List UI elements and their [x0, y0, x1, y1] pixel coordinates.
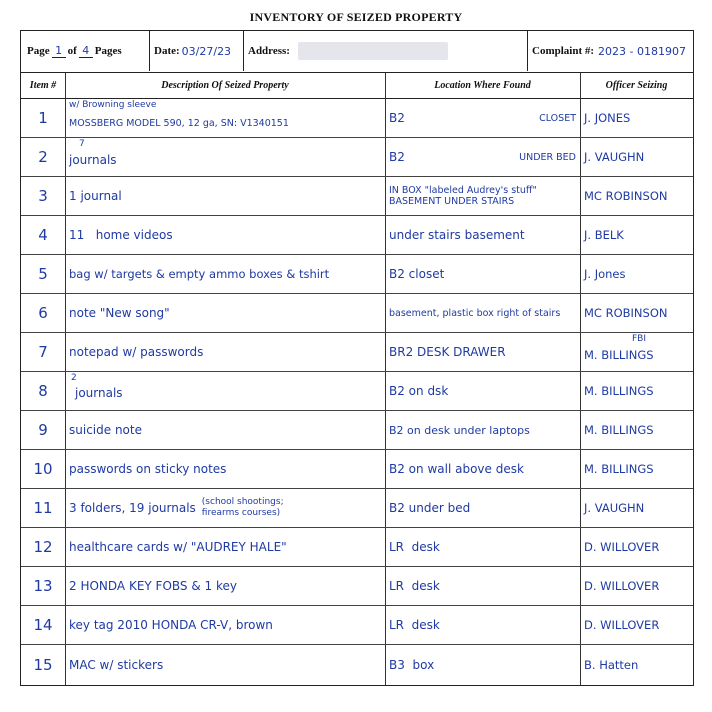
location-detail: CLOSET: [539, 112, 576, 124]
table-row: [21, 645, 693, 684]
item-location: B3 box: [389, 657, 435, 672]
item-number: 11: [33, 499, 53, 517]
description-note: 7: [79, 139, 85, 149]
item-description: [65, 489, 385, 527]
officer-agency-note: FBI: [632, 334, 647, 344]
address-redaction: [298, 42, 448, 60]
officer-name: MC ROBINSON: [584, 189, 668, 203]
date-value: 03/27/23: [181, 44, 232, 58]
description-text: journals: [75, 386, 123, 400]
table-row: [21, 411, 693, 450]
pages-label: Pages: [94, 45, 122, 57]
location-detail: UNDER BED: [519, 151, 576, 163]
of-label: of: [67, 45, 77, 57]
page-number: 1: [52, 44, 66, 58]
table-row: [21, 489, 693, 528]
item-number: 5: [38, 265, 48, 283]
officer-name: M. BILLINGS: [584, 462, 654, 476]
description-note: w/ Browning sleeve: [69, 100, 157, 110]
item-officer: [580, 333, 693, 371]
item-location: LR desk: [389, 618, 440, 632]
table-row: [21, 606, 693, 645]
description-text: MOSSBERG MODEL 590, 12 ga, SN: V1340151: [69, 117, 289, 129]
item-number: 7: [38, 343, 48, 361]
officer-name: MC ROBINSON: [584, 306, 668, 320]
item-number: 12: [33, 538, 53, 556]
document-title: INVENTORY OF SEIZED PROPERTY: [249, 10, 463, 24]
column-header-officer: Officer Seizing: [580, 73, 693, 99]
inventory-rows: [21, 99, 693, 684]
officer-name: J. JONES: [584, 111, 631, 125]
item-location: under stairs basement: [389, 228, 525, 242]
table-row: [21, 333, 693, 372]
total-pages: 4: [79, 44, 93, 58]
description-aside: (school shootings; firearms courses): [201, 497, 284, 518]
item-number: 10: [33, 460, 53, 478]
officer-name: J. Jones: [584, 267, 626, 281]
column-header-location: Location Where Found: [385, 73, 580, 99]
item-number: 6: [38, 304, 48, 322]
item-number: 9: [38, 421, 48, 439]
officer-name: M. BILLINGS: [584, 423, 654, 437]
item-description: 2 HONDA KEY FOBS & 1 key: [69, 579, 237, 593]
table-row: [21, 294, 693, 333]
item-location: B2 under bed: [389, 501, 471, 515]
column-header-item: Item #: [21, 73, 65, 99]
item-description: notepad w/ passwords: [69, 345, 204, 359]
description-text: 3 folders, 19 journals: [69, 501, 196, 515]
item-description: 11 home videos: [69, 228, 173, 242]
description-text: journals: [69, 153, 117, 167]
date-label: Date:: [154, 45, 180, 57]
item-number: 13: [33, 577, 53, 595]
location-line-1: IN BOX "labeled Audrey's stuff": [389, 185, 537, 196]
item-location: B2 on wall above desk: [389, 462, 524, 476]
table-row: [21, 255, 693, 294]
item-description: [65, 372, 385, 410]
table-row: [21, 216, 693, 255]
item-number: 8: [38, 382, 48, 400]
table-row: [21, 450, 693, 489]
item-location: basement, plastic box right of stairs: [389, 307, 561, 319]
address-label: Address:: [248, 45, 290, 57]
page-label: Page: [27, 45, 50, 57]
description-note: 2: [71, 373, 77, 383]
item-number: 14: [33, 616, 53, 634]
date-field: [154, 31, 244, 71]
item-number: 15: [33, 655, 53, 674]
complaint-value: 2023 - 0181907: [598, 44, 686, 58]
item-location: B2 on desk under laptops: [389, 423, 530, 437]
description-text: 1 journal: [69, 189, 122, 203]
table-row: [21, 138, 693, 177]
item-location: B2 on dsk: [389, 384, 449, 398]
item-description: [65, 99, 385, 137]
officer-name: M. BILLINGS: [584, 384, 654, 398]
item-description: MAC w/ stickers: [69, 657, 164, 672]
item-location: [385, 138, 580, 176]
item-description: bag w/ targets & empty ammo boxes & tshirt: [69, 267, 330, 281]
item-number: 2: [38, 148, 48, 166]
inventory-form: [20, 30, 694, 686]
item-description: suicide note: [69, 423, 142, 437]
item-number: 4: [38, 226, 48, 244]
item-description: note "New song": [69, 306, 170, 320]
location-text: B2: [389, 150, 405, 164]
table-row: [21, 372, 693, 411]
item-location: [385, 177, 580, 215]
item-location: LR desk: [389, 579, 440, 593]
page-counter: [27, 31, 149, 71]
table-row: [21, 177, 693, 216]
item-description: [65, 177, 385, 215]
officer-name: J. BELK: [584, 228, 624, 242]
complaint-label: Complaint #:: [532, 45, 595, 57]
item-number: 1: [38, 109, 48, 127]
officer-name: M. BILLINGS: [584, 348, 654, 362]
item-description: key tag 2010 HONDA CR-V, brown: [69, 618, 273, 632]
officer-name: D. WILLOVER: [584, 579, 660, 593]
officer-name: B. Hatten: [584, 657, 639, 672]
address-field: [248, 31, 528, 71]
column-header-description: Description Of Seized Property: [65, 73, 385, 99]
table-row: [21, 99, 693, 138]
item-location: LR desk: [389, 540, 440, 554]
item-location: [385, 99, 580, 137]
item-description: healthcare cards w/ "AUDREY HALE": [69, 540, 287, 554]
table-row: [21, 567, 693, 606]
officer-name: D. WILLOVER: [584, 540, 660, 554]
officer-name: J. VAUGHN: [584, 501, 645, 515]
item-location: B2 closet: [389, 267, 445, 281]
item-location: BR2 DESK DRAWER: [389, 345, 506, 359]
item-description: [65, 138, 385, 176]
item-number: 3: [38, 187, 48, 205]
item-description: passwords on sticky notes: [69, 462, 227, 476]
officer-name: J. VAUGHN: [584, 150, 645, 164]
form-header: [21, 31, 693, 73]
complaint-field: [532, 31, 692, 71]
location-text: B2: [389, 111, 405, 125]
location-line-2: BASEMENT UNDER STAIRS: [389, 196, 515, 207]
officer-name: D. WILLOVER: [584, 618, 660, 632]
table-row: [21, 528, 693, 567]
